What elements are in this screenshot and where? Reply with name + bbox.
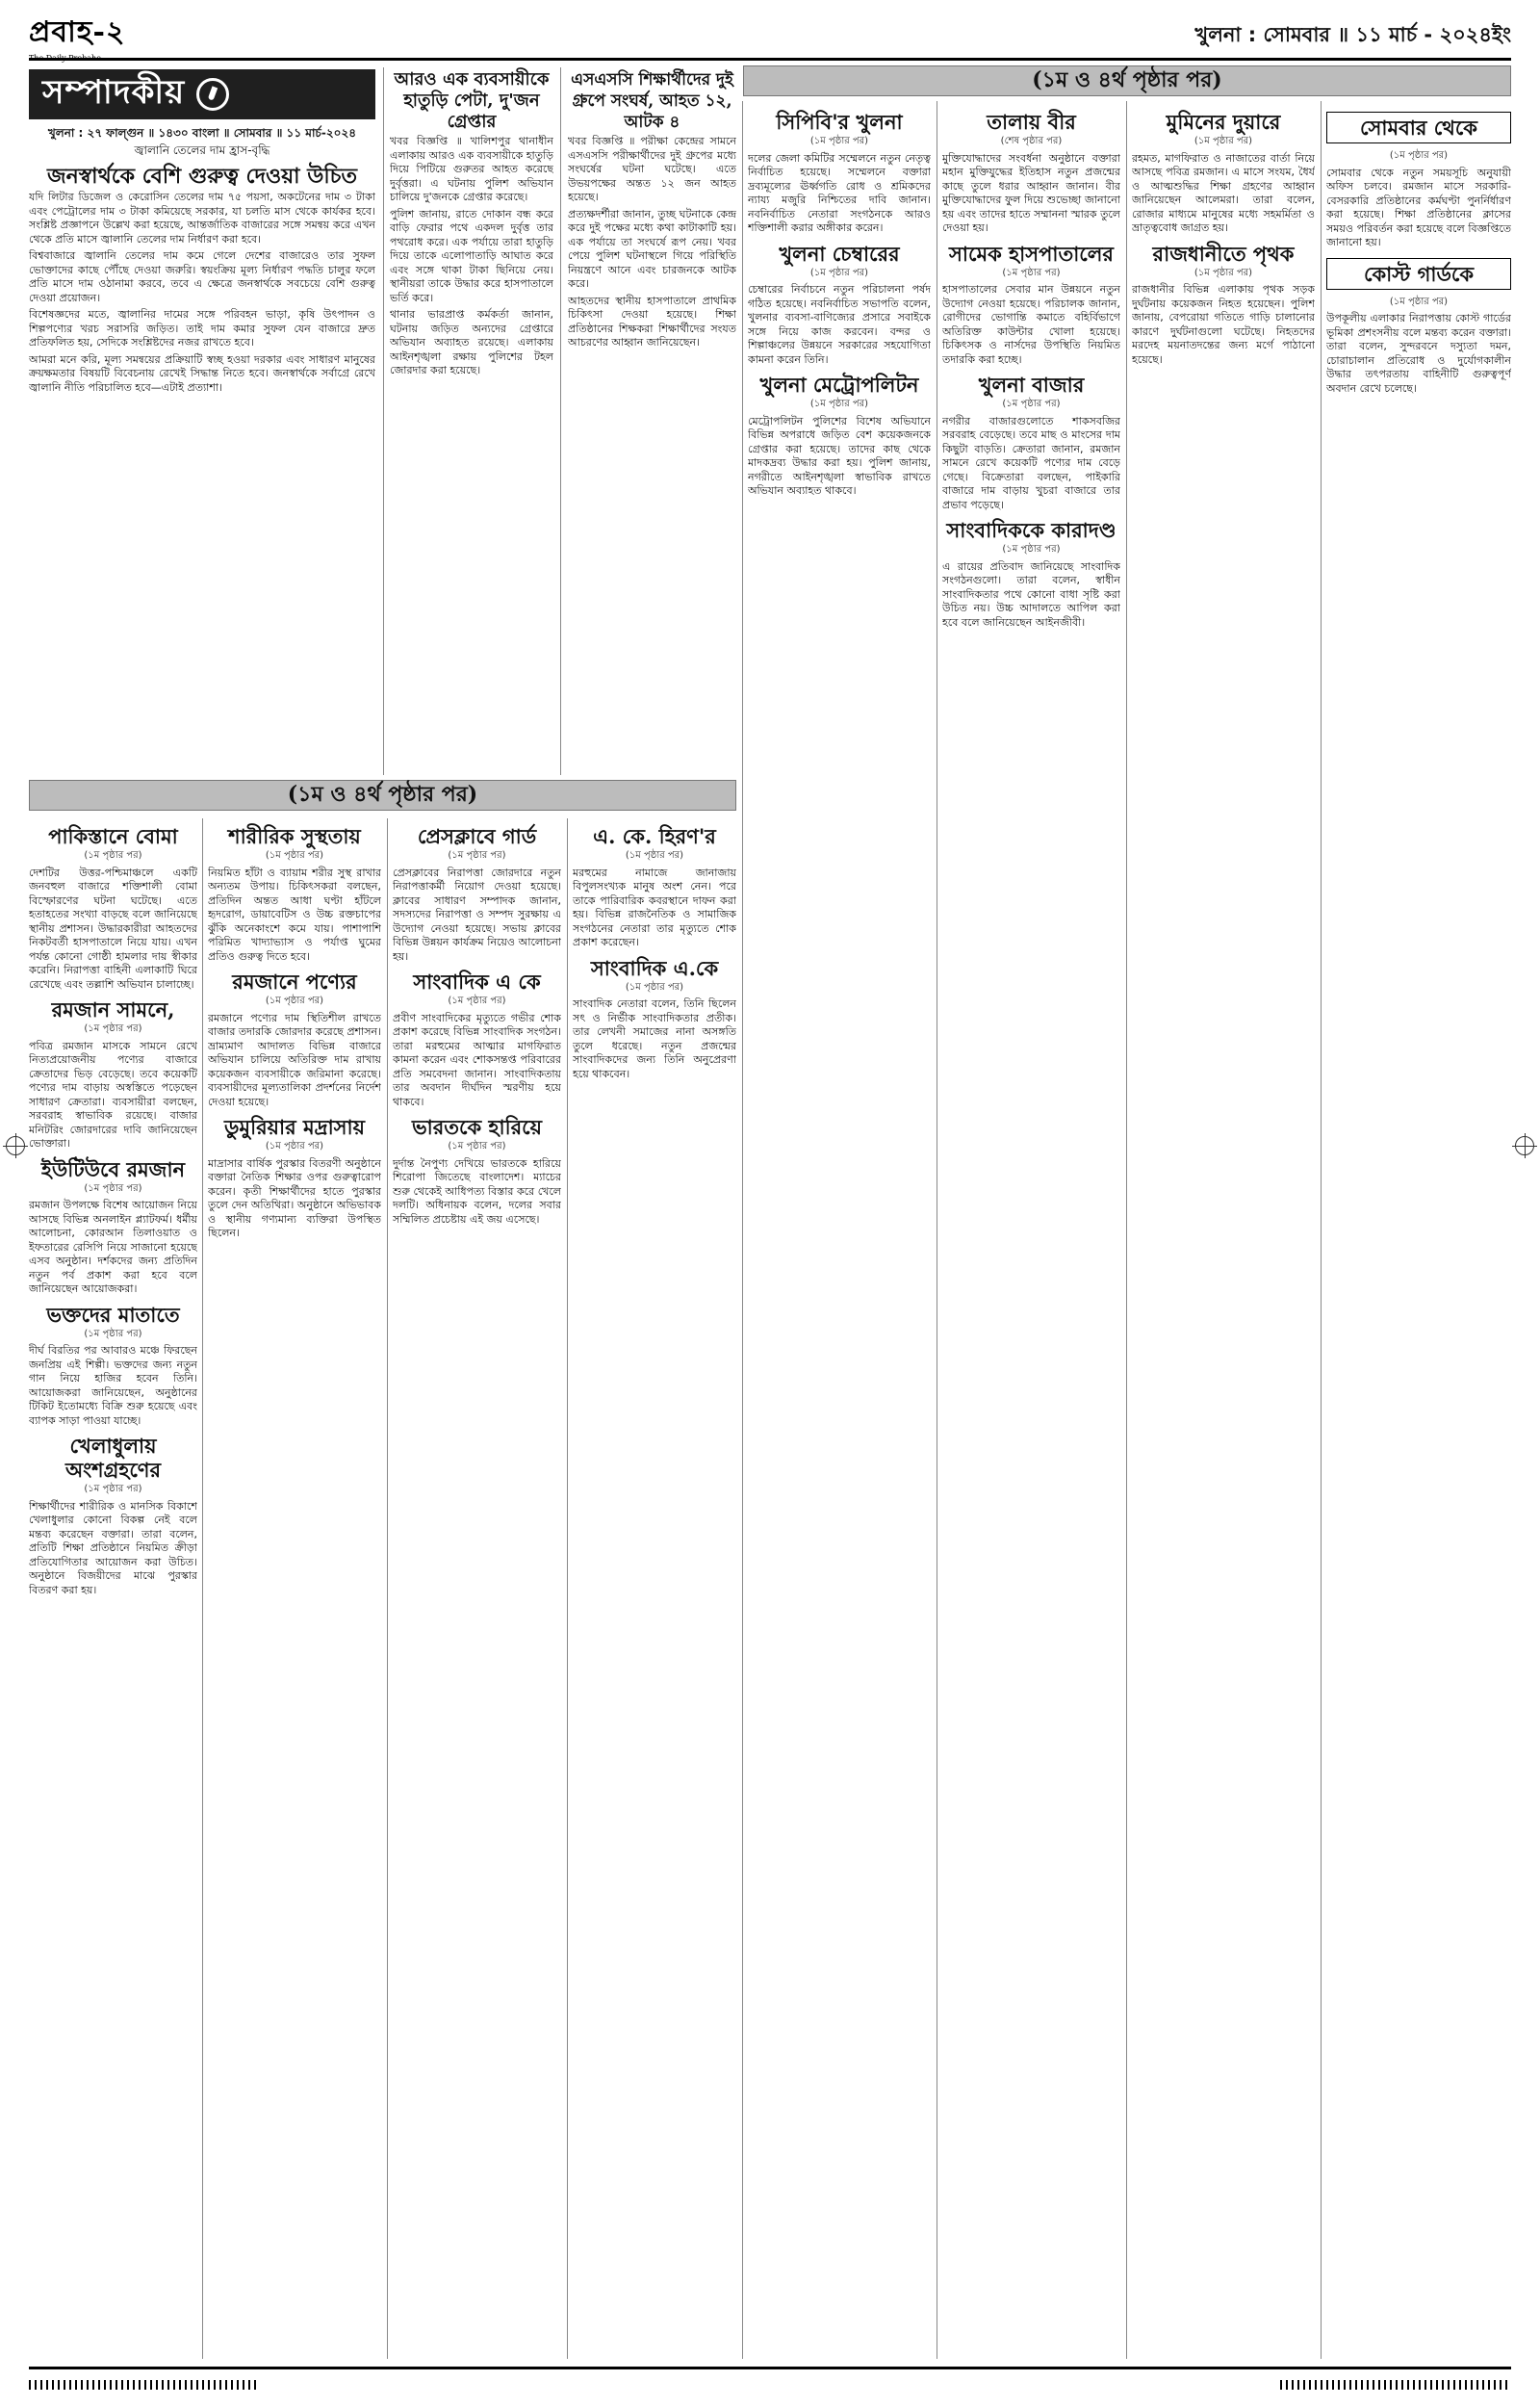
story-text: সাংবাদিক নেতারা বলেন, তিনি ছিলেন সৎ ও নির্ভীক সাংবাদিকতার প্রতীক। তার লেখনী সমাজের নানা অসঙ্গতি তুলে ধরেছে। নতুন প্রজন্মের সাংবাদিকদের জন্য তিনি অনুপ্রেরণা হয়ে থাকবেন।	[573, 997, 736, 1080]
continuation-note: (১ম পৃষ্ঠার পর)	[625, 981, 684, 993]
continuation-note: (শেষ পৃষ্ঠার পর)	[1000, 136, 1063, 146]
story-block	[942, 373, 1120, 512]
story-headline: রমজানে পণ্যের	[232, 970, 357, 994]
continuation-note: (১ম পৃষ্ঠার পর)	[1389, 150, 1449, 161]
story-block	[1132, 242, 1315, 368]
editorial-paragraph: বিশেষজ্ঞদের মতে, জ্বালানির দামের সঙ্গে পরিবহন ভাড়া, কৃষি উৎপাদন ও শিল্পপণ্যের খরচ সরাসরি জড়িত। তাই দাম কমার সুফল যেন বাজারে দ্রুত প্রতিফলিত হয়, সেদিকে সংশ্লিষ্টদের নজর রাখতে হবে।	[29, 308, 375, 349]
story-text: দেশটির উত্তর-পশ্চিমাঞ্চলে একটি জনবহুল বাজারে শক্তিশালী বোমা বিস্ফোরণের ঘটনা ঘটেছে। এতে হতাহতের সংখ্যা বাড়ছে বলে জানিয়েছে স্থানীয় প্রশাসন। উদ্ধারকারীরা আহতদের নিকটবর্তী হাসপাতালে নিয়ে যায়। এখন পর্যন্ত কোনো গোষ্ঠী হামলার দায় স্বীকার করেনি। নিরাপত্তা বাহিনী এলাকাটি ঘিরে রেখেছে এবং তল্লাশি অভিযান চালাচ্ছে।	[29, 866, 197, 991]
story-block	[573, 956, 736, 1082]
story-text: উপকূলীয় এলাকার নিরাপত্তায় কোস্ট গার্ডের ভূমিকা প্রশংসনীয় বলে মন্তব্য করেন বক্তারা। তারা বলেন, সুন্দরবনে দস্যুতা দমন, চোরাচালান প্রতিরোধ ও দুর্যোগকালীন উদ্ধার তৎপরতায় বাহিনীটি গুরুত্বপূর্ণ অবদান রেখে চলেছে।	[1326, 312, 1511, 395]
continuation-note: (১ম পৃষ্ঠার পর)	[265, 850, 324, 861]
story-block	[748, 242, 931, 368]
continuation-note: (১ম পৃষ্ঠার পর)	[1002, 544, 1061, 555]
story-block	[748, 110, 931, 236]
story-text: দলের জেলা কমিটির সম্মেলনে নতুন নেতৃত্ব নির্বাচিত হয়েছে। সম্মেলনে বক্তারা দ্রব্যমূল্যের ঊর্ধ্বগতি রোধ ও শ্রমিকদের ন্যায্য মজুরি নিশ্চিতের দাবি জানান। নবনির্বাচিত নেতারা সংগঠনকে আরও শক্তিশালী করার অঙ্গীকার করেন।	[748, 151, 931, 234]
story-headline: ইউটিউবে রমজান	[40, 1156, 186, 1181]
story-text: মরহুমের নামাজে জানাজায় বিপুলসংখ্যক মানুষ অংশ নেন। পরে তাকে পারিবারিক কবরস্থানে দাফন করা হয়। বিভিন্ন রাজনৈতিক ও সামাজিক সংগঠনের নেতারা তার মৃত্যুতে শোক প্রকাশ করেছেন।	[573, 866, 736, 948]
story-headline: সাংবাদিক এ কে	[413, 970, 541, 994]
continuation-note: (১ম পৃষ্ঠার পর)	[448, 1141, 506, 1152]
story-headline: খুলনা চেম্বারের	[779, 241, 900, 266]
editorial-paragraph: যদি লিটার ডিজেল ও কেরোসিন তেলের দাম ৭৫ পয়সা, অকটেনের দাম ৩ টাকা এবং পেট্রোলের দাম ৩ টাকা কমিয়েছে সরকার, যা চলতি মাস থেকে কার্যকর হবে। সংশ্লিষ্ট প্রজ্ঞাপনে উল্লেখ করা হয়েছে, আন্তর্জাতিক বাজারের সঙ্গে সমন্বয় করে এখন থেকে প্রতি মাসে জ্বালানি তেলের দাম নির্ধারণ করা হবে।	[29, 191, 375, 246]
newspaper-logo	[29, 9, 126, 63]
continuation-note: (১ম পৃষ্ঠার পর)	[448, 850, 506, 861]
continuation-note: (১ম পৃষ্ঠার পর)	[84, 1484, 142, 1494]
story-headline: এসএসসি শিক্ষার্থীদের দুই গ্রুপে সংঘর্ষ, আহত ১২, আটক ৪	[571, 70, 733, 132]
story-text: নিয়মিত হাঁটা ও ব্যায়াম শরীর সুস্থ রাখার অন্যতম উপায়। চিকিৎসকরা বলছেন, প্রতিদিন অন্তত আধা ঘণ্টা হাঁটলে হৃদরোগ, ডায়াবেটিস ও উচ্চ রক্তচাপের ঝুঁকি অনেকাংশে কমে যায়। পাশাপাশি পরিমিত খাদ্যাভ্যাস ও পর্যাপ্ত ঘুমের প্রতিও গুরুত্ব দিতে হবে।	[208, 866, 381, 963]
story-headline: শারীরিক সুস্থতায়	[228, 824, 361, 848]
story-headline: সিপিবি'র খুলনা	[776, 110, 903, 134]
story-text: শিক্ষার্থীদের শারীরিক ও মানসিক বিকাশে খেলাধুলার কোনো বিকল্প নেই বলে মন্তব্য করেছেন বক্তারা। তারা বলেন, প্রতিটি শিক্ষা প্রতিষ্ঠানে নিয়মিত ক্রীড়া প্রতিযোগিতার আয়োজন করা উচিত। অনুষ্ঠানে বিজয়ীদের মাঝে পুরস্কার বিতরণ করা হয়।	[29, 1499, 197, 1596]
story-block	[573, 824, 736, 950]
story-headline: খুলনা বাজার	[978, 373, 1085, 397]
story-block	[1326, 258, 1511, 397]
footer-rule	[29, 2367, 1511, 2369]
column-divider	[387, 818, 388, 2359]
continuation-note: (১ম পৃষ্ঠার পর)	[84, 1023, 142, 1034]
continuation-note: (১ম পৃষ্ঠার পর)	[1002, 267, 1061, 278]
story-headline: এ. কে. হিরণ'র	[593, 824, 716, 848]
story-block	[208, 824, 381, 964]
story-text: পবিত্র রমজান মাসকে সামনে রেখে নিত্যপ্রয়োজনীয় পণ্যের বাজারে ক্রেতাদের ভিড় বেড়েছে। তবে কয়েকটি পণ্যের দাম বাড়ায় অস্বস্তিতে পড়েছেন সাধারণ ক্রেতারা। ব্যবসায়ীরা বলছেন, সরবরাহ স্বাভাবিক রয়েছে। বাজার মনিটরিং জোরদারের দাবি জানিয়েছেন ভোক্তারা।	[29, 1039, 197, 1150]
story-text: রমজান উপলক্ষে বিশেষ আয়োজন নিয়ে আসছে বিভিন্ন অনলাইন প্ল্যাটফর্ম। ধর্মীয় আলোচনা, কোরআন তিলাওয়াত ও ইফতারের রেসিপি নিয়ে সাজানো হয়েছে এসব অনুষ্ঠান। দর্শকদের জন্য প্রতিদিন নতুন পর্ব প্রকাশ করা হবে বলে জানিয়েছেন আয়োজকরা।	[29, 1199, 197, 1295]
column-divider	[742, 101, 743, 2359]
dateline: খুলনা : সোমবার ॥ ১১ মার্চ - ২০২৪ইং	[1194, 22, 1511, 46]
story-text: রাজধানীর বিভিন্ন এলাকায় পৃথক সড়ক দুর্ঘটনায় কয়েকজন নিহত হয়েছেন। পুলিশ জানায়, বেপরোয়া গতিতে গাড়ি চালানোর কারণে দুর্ঘটনাগুলো ঘটেছে। নিহতদের মরদেহ ময়নাতদন্তের জন্য মর্গে পাঠানো হয়েছে।	[1132, 283, 1315, 366]
story-text: নগরীর বাজারগুলোতে শাকসবজির সরবরাহ বেড়েছে। তবে মাছ ও মাংসের দাম কিছুটা বাড়তি। ক্রেতারা জানান, রমজান সামনে রেখে কয়েকটি পণ্যের দাম বেড়ে গেছে। বিক্রেতারা বলছেন, পাইকারি বাজারে দাম বাড়ায় খুচরা বাজারে তার প্রভাব পড়েছে।	[942, 414, 1120, 511]
story-text: রহমত, মাগফিরাত ও নাজাতের বার্তা নিয়ে আসছে পবিত্র রমজান। এ মাসে সংযম, ধৈর্য ও আত্মশুদ্ধির শিক্ষা গ্রহণের আহ্বান জানিয়েছেন আলেমরা। তারা বলেন, রোজার মাধ্যমে মানুষের মধ্যে সহমর্মিতা ও ভ্রাতৃত্ববোধ জাগ্রত হয়।	[1132, 151, 1315, 234]
news-column-2	[208, 818, 381, 2359]
story-block	[393, 824, 561, 964]
story-headline: ডুমুরিয়ার মদ্রাসায়	[223, 1115, 366, 1139]
story-headline: সাংবাদিক এ.কে	[590, 955, 719, 980]
story-text: মেট্রোপলিটন পুলিশের বিশেষ অভিযানে বিভিন্ন অপরাধে জড়িত বেশ কয়েকজনকে গ্রেপ্তার করা হয়েছে। তাদের কাছ থেকে মাদকদ্রব্য উদ্ধার করা হয়। পুলিশ জানায়, নগরীতে আইনশৃঙ্খলা স্বাভাবিক রাখতে অভিযান অব্যাহত থাকবে।	[748, 414, 931, 497]
story-text: প্রবীণ সাংবাদিকের মৃত্যুতে গভীর শোক প্রকাশ করেছে বিভিন্ন সাংবাদিক সংগঠন। তারা মরহুমের আত্মার মাগফিরাত কামনা করেন এবং শোকসন্তপ্ত পরিবারের প্রতি সমবেদনা জানান। সাংবাদিকতায় তার অবদান দীর্ঘদিন স্মরণীয় হয়ে থাকবে।	[393, 1011, 561, 1108]
news-column-8	[1326, 104, 1511, 2359]
story-headline: প্রেসক্লাবে গার্ড	[417, 824, 537, 848]
continuation-note: (১ম পৃষ্ঠার পর)	[809, 136, 869, 146]
story-block	[942, 518, 1120, 630]
editorial-headline: জনস্বার্থকে বেশি গুরুত্ব দেওয়া উচিত	[46, 164, 358, 189]
editorial-subhead: জ্বালানি তেলের দাম হ্রাস-বৃদ্ধি	[134, 143, 270, 157]
story-block	[748, 373, 931, 499]
story-paragraph: পুলিশ জানায়, রাতে দোকান বন্ধ করে বাড়ি ফেরার পথে একদল দুর্বৃত্ত তার পথরোধ করে। এক পর্যায়ে তারা হাতুড়ি দিয়ে তাকে এলোপাতাড়ি আঘাত করে এবং সঙ্গে থাকা টাকা ছিনিয়ে নেয়। স্থানীয়রা তাকে উদ্ধার করে হাসপাতালে ভর্তি করে।	[390, 207, 553, 304]
story-block	[393, 970, 561, 1109]
story-block	[208, 970, 381, 1109]
story-headline: পাকিস্তানে বোমা	[48, 824, 178, 848]
story-text: দীর্ঘ বিরতির পর আবারও মঞ্চে ফিরছেন জনপ্রিয় এই শিল্পী। ভক্তদের জন্য নতুন গান নিয়ে হাজির হবেন তিনি। আয়োজকরা জানিয়েছেন, অনুষ্ঠানের টিকিট ইতোমধ্যে বিক্রি শুরু হয়েছে এবং ব্যাপক সাড়া পাওয়া যাচ্ছে।	[29, 1344, 197, 1427]
continuation-note: (১ম পৃষ্ঠার পর)	[809, 399, 869, 409]
story-block	[29, 1157, 197, 1297]
story-text: এ রায়ের প্রতিবাদ জানিয়েছে সাংবাদিক সংগঠনগুলো। তারা বলেন, স্বাধীন সাংবাদিকতার পথে কোনো বাধা সৃষ্টি করা উচিত নয়। উচ্চ আদালতে আপিল করা হবে বলে জানিয়েছেন আইনজীবী।	[942, 559, 1120, 629]
story-headline: খুলনা মেট্রোপলিটন	[759, 373, 919, 397]
editorial-paragraph: বিশ্ববাজারে জ্বালানি তেলের দাম কমে গেলে দেশের বাজারেও তার সুফল ভোক্তাদের কাছে পৌঁছে দেওয়া জরুরি। স্বয়ংক্রিয় মূল্য নির্ধারণ পদ্ধতি চালুর ফলে প্রতি মাসে দাম ওঠানামা করবে, তবে এ ক্ষেত্রে জনস্বার্থকে সবচেয়ে বেশি গুরুত্ব দেওয়া প্রয়োজন।	[29, 249, 375, 304]
column-divider	[1321, 101, 1322, 2359]
registration-mark-right	[1515, 1136, 1534, 1155]
story-block	[29, 1434, 197, 1597]
story-headline: রমজান সামনে,	[51, 997, 175, 1022]
color-registration-bar	[29, 2380, 260, 2390]
column-divider	[567, 818, 568, 2359]
column-divider	[1126, 101, 1127, 2359]
continuation-note: (১ম পৃষ্ঠার পর)	[265, 1141, 324, 1152]
story-headline: ভক্তদের মাতাতে	[46, 1302, 180, 1327]
story-headline: সোমবার থেকে	[1326, 112, 1511, 143]
story-paragraph: খবর বিজ্ঞপ্তি ॥ খালিশপুর থানাধীন এলাকায় আরও এক ব্যবসায়ীকে হাতুড়ি দিয়ে পিটিয়ে গুরুতর আহত করেছে দুর্বৃত্তরা। এ ঘটনায় পুলিশ অভিযান চালিয়ে দু'জনকে গ্রেপ্তার করেছে।	[390, 135, 553, 203]
story-paragraph: আহতদের স্থানীয় হাসপাতালে প্রাথমিক চিকিৎসা দেওয়া হয়েছে। শিক্ষা প্রতিষ্ঠানের শিক্ষকরা শিক্ষার্থীদের সংযত আচরণের আহ্বান জানিয়েছেন।	[568, 294, 736, 349]
story-headline: রাজধানীতে পৃথক	[1152, 241, 1295, 266]
story-block	[29, 997, 197, 1152]
story-block	[29, 824, 197, 992]
continuation-banner: (১ম ও ৪র্থ পৃষ্ঠার পর)	[29, 780, 736, 811]
story-text: দুর্দান্ত নৈপুণ্য দেখিয়ে ভারতকে হারিয়ে শিরোপা জিতেছে বাংলাদেশ। ম্যাচের শুরু থেকেই আধিপত্য বিস্তার করে খেলে দলটি। অধিনায়ক বলেন, দলের সবার সম্মিলিত প্রচেষ্টায় এই জয় এসেছে।	[393, 1156, 561, 1226]
pen-nib-icon	[196, 78, 229, 111]
news-column-7	[1132, 104, 1315, 2359]
story-text: হাসপাতালের সেবার মান উন্নয়নে নতুন উদ্যোগ নেওয়া হয়েছে। পরিচালক জানান, রোগীদের ভোগান্তি কমাতে বহির্বিভাগে অতিরিক্ত কাউন্টার খোলা হয়েছে। চিকিৎসক ও নার্সদের উপস্থিতি নিয়মিত তদারকি করা হচ্ছে।	[942, 283, 1120, 366]
story-headline: তালায় বীর	[987, 110, 1076, 134]
continuation-banner: (১ম ও ৪র্থ পৃষ্ঠার পর)	[743, 65, 1511, 96]
story-headline: সামেক হাসপাতালের	[949, 241, 1114, 266]
registration-mark-left	[6, 1136, 25, 1155]
continuation-note: (১ম পৃষ্ঠার পর)	[84, 1328, 142, 1339]
story-paragraph: খবর বিজ্ঞপ্তি ॥ পরীক্ষা কেন্দ্রের সামনে এসএসসি পরীক্ষার্থীদের দুই গ্রুপের মধ্যে সংঘর্ষের ঘটনা ঘটেছে। এতে উভয়পক্ষের অন্তত ১২ জন আহত হয়েছে।	[568, 135, 736, 203]
story-text: সোমবার থেকে নতুন সময়সূচি অনুযায়ী অফিস চলবে। রমজান মাসে সরকারি-বেসরকারি প্রতিষ্ঠানের কর্মঘণ্টা পুনর্নির্ধারণ করা হয়েছে। শিক্ষা প্রতিষ্ঠানের ক্লাসের সময়ও পরিবর্তন করা হয়েছে বলে বিজ্ঞপ্তিতে জানানো হয়।	[1326, 166, 1511, 248]
story-block	[942, 110, 1120, 236]
story-text: মাদ্রাসার বার্ষিক পুরস্কার বিতরণী অনুষ্ঠানে বক্তারা নৈতিক শিক্ষার ওপর গুরুত্বারোপ করেন। কৃতী শিক্ষার্থীদের হাতে পুরস্কার তুলে দেন অতিথিরা। অনুষ্ঠানে অভিভাবক ও স্থানীয় গণ্যমান্য ব্যক্তিরা উপস্থিত ছিলেন।	[208, 1156, 381, 1239]
continuation-note: (১ম পৃষ্ঠার পর)	[448, 996, 506, 1006]
story-text: প্রেসক্লাবের নিরাপত্তা জোরদারে নতুন নিরাপত্তাকর্মী নিয়োগ দেওয়া হয়েছে। ক্লাবের সাধারণ সম্পাদক জানান, সদস্যদের নিরাপত্তা ও সম্পদ সুরক্ষায় এ উদ্যোগ নেওয়া হয়েছে। সভায় ক্লাবের বিভিন্ন উন্নয়ন কার্যক্রম নিয়েও আলোচনা হয়।	[393, 866, 561, 963]
story-body	[390, 135, 553, 770]
story-block	[942, 242, 1120, 368]
story-headline: ভারতকে হারিয়ে	[412, 1115, 542, 1139]
masthead-rule	[29, 58, 1511, 61]
news-column-4	[573, 818, 736, 2359]
continuation-note: (১ম পৃষ্ঠার পর)	[84, 1182, 142, 1194]
continuation-note: (১ম পৃষ্ঠার পর)	[84, 850, 142, 861]
story-text: রমজানে পণ্যের দাম স্থিতিশীল রাখতে বাজার তদারকি জোরদার করেছে প্রশাসন। ভ্রাম্যমাণ আদালত বিভিন্ন বাজারে অভিযান চালিয়ে অতিরিক্ত দাম রাখায় কয়েকজন ব্যবসায়ীকে জরিমানা করেছে। ব্যবসায়ীদের মূল্যতালিকা প্রদর্শনের নির্দেশ দেওয়া হয়েছে।	[208, 1011, 381, 1108]
story-headline: কোস্ট গার্ডকে	[1326, 258, 1511, 290]
news-column-5	[748, 104, 931, 2359]
story-text: চেম্বারের নির্বাচনে নতুন পরিচালনা পর্ষদ গঠিত হয়েছে। নবনির্বাচিত সভাপতি বলেন, খুলনার ব্যবসা-বাণিজ্যের প্রসারে সবাইকে সঙ্গে নিয়ে কাজ করবেন। বন্দর ও শিল্পাঞ্চলের উন্নয়নে সরকারের সহযোগিতা কামনা করেন তিনি।	[748, 283, 931, 366]
continuation-note: (১ম পৃষ্ঠার পর)	[809, 267, 869, 278]
color-registration-bar	[1280, 2380, 1511, 2390]
news-column-3	[393, 818, 561, 2359]
story-block	[1326, 112, 1511, 250]
story-headline: আরও এক ব্যবসায়ীকে হাতুড়ি পেটা, দু'জন গ্রেপ্তার	[394, 69, 550, 132]
editorial-paragraph: আমরা মনে করি, মূল্য সমন্বয়ের প্রক্রিয়াটি স্বচ্ছ হওয়া দরকার এবং সাধারণ মানুষের ক্রয়ক্ষমতার বিষয়টি বিবেচনায় রেখেই সিদ্ধান্ত নিতে হবে। জনস্বার্থকে সর্বাগ্রে রেখে জ্বালানি নীতি পরিচালিত হবে—এটাই প্রত্যাশা।	[29, 352, 375, 394]
continuation-note: (১ম পৃষ্ঠার পর)	[625, 850, 684, 861]
continuation-note: (১ম পৃষ্ঠার পর)	[1194, 267, 1253, 278]
story-paragraph: থানার ভারপ্রাপ্ত কর্মকর্তা জানান, ঘটনায় জড়িত অন্যদের গ্রেপ্তারে অভিযান অব্যাহত রয়েছে। এলাকায় আইনশৃঙ্খলা রক্ষায় পুলিশের টহল জোরদার করা হয়েছে।	[390, 308, 553, 376]
story-headline: খেলাধুলায় অংশগ্রহণের	[64, 1434, 162, 1482]
story-block	[208, 1115, 381, 1241]
editorial-body	[29, 191, 375, 764]
story-block	[1132, 110, 1315, 236]
story-headline: মুমিনের দুয়ারে	[1166, 110, 1281, 134]
continuation-note: (১ম পৃষ্ঠার পর)	[265, 996, 324, 1006]
continuation-note: (১ম পৃষ্ঠার পর)	[1194, 136, 1253, 146]
masthead	[29, 17, 1511, 54]
continuation-note: (১ম পৃষ্ঠার পর)	[1002, 399, 1061, 409]
logo-text: প্রবাহ-২	[29, 15, 126, 49]
story-block	[29, 1303, 197, 1429]
story-body	[568, 135, 736, 770]
editorial-banner	[29, 69, 375, 119]
story-headline: সাংবাদিককে কারাদণ্ড	[946, 518, 1116, 542]
editorial-meta: খুলনা : ২৭ ফাল্গুন ॥ ১৪৩০ বাংলা ॥ সোমবার ॥ ১১ মার্চ-২০২৪	[47, 126, 357, 140]
news-column-6	[942, 104, 1120, 2359]
editorial-title: সম্পাদকীয়	[42, 72, 186, 112]
column-divider	[202, 818, 203, 2359]
news-column-1	[29, 818, 197, 2359]
story-text: মুক্তিযোদ্ধাদের সংবর্ধনা অনুষ্ঠানে বক্তারা মহান মুক্তিযুদ্ধের ইতিহাস নতুন প্রজন্মের কাছে তুলে ধরার আহ্বান জানান। বীর মুক্তিযোদ্ধাদের ফুল দিয়ে শুভেচ্ছা জানানো হয় এবং তাদের হাতে সম্মাননা স্মারক তুলে দেওয়া হয়।	[942, 151, 1120, 234]
story-block	[393, 1115, 561, 1227]
column-divider	[383, 67, 384, 775]
continuation-note: (১ম পৃষ্ঠার পর)	[1389, 296, 1449, 307]
story-paragraph: প্রত্যক্ষদর্শীরা জানান, তুচ্ছ ঘটনাকে কেন্দ্র করে দুই পক্ষের মধ্যে কথা কাটাকাটি হয়। এক পর্যায়ে তা সংঘর্ষে রূপ নেয়। খবর পেয়ে পুলিশ ঘটনাস্থলে গিয়ে পরিস্থিতি নিয়ন্ত্রণে আনে এবং চারজনকে আটক করে।	[568, 207, 736, 290]
column-divider	[560, 67, 561, 775]
